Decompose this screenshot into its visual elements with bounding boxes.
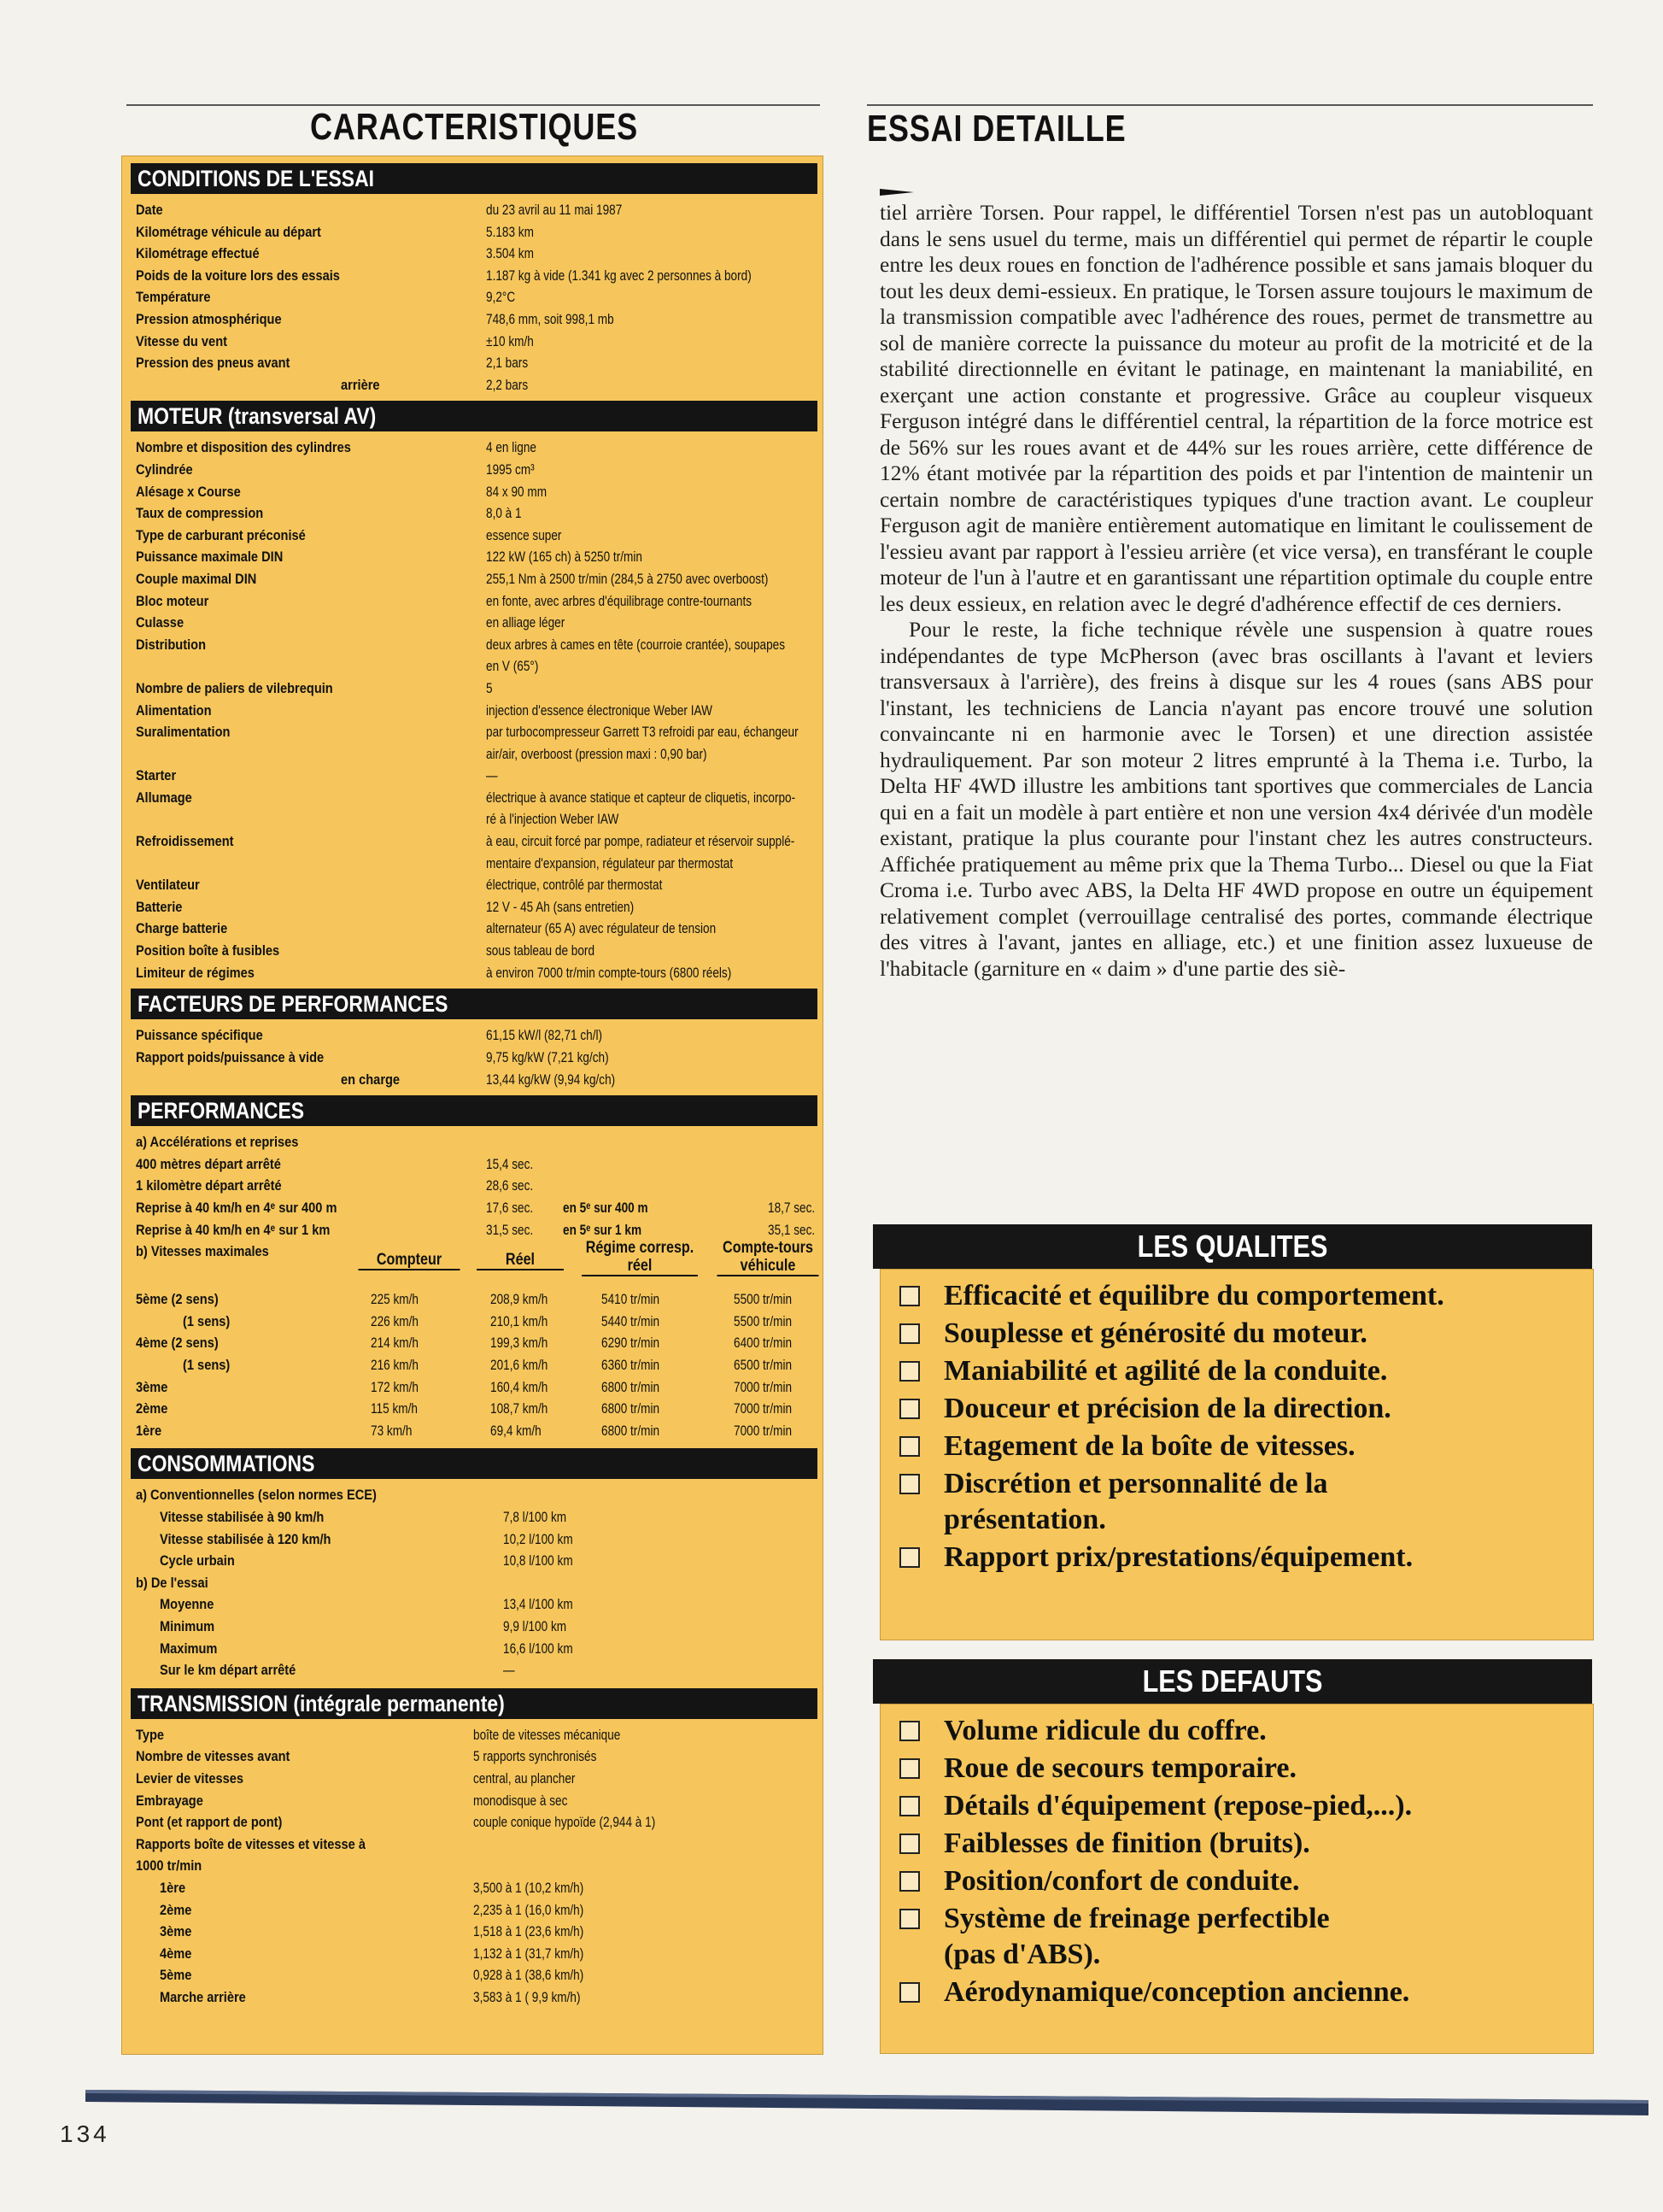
spec-label: Pression atmosphérique	[136, 310, 282, 327]
spec-label: Vitesse stabilisée à 120 km/h	[160, 1530, 331, 1547]
spec-value: 8,0 à 1	[486, 505, 522, 522]
spec-label: Limiteur de régimes	[136, 964, 255, 981]
spec-label: Cylindrée	[136, 461, 193, 478]
consommations-row	[136, 1572, 819, 1594]
moteur-row	[136, 787, 819, 809]
defaut-item-text: Position/confort de conduite.	[944, 1865, 1300, 1897]
spec-value: sous tableau de bord	[486, 942, 595, 959]
conditions-row	[136, 199, 819, 221]
checkbox-icon	[899, 1286, 920, 1306]
spec-label: Moyenne	[160, 1596, 214, 1613]
speed-gear: 4ème (2 sens)	[136, 1335, 219, 1352]
accel-label: Reprise à 40 km/h en 4ᵉ sur 1 km	[136, 1221, 331, 1238]
performances-heading	[131, 1095, 817, 1126]
transmission-row	[136, 1746, 819, 1768]
spec-value: 4 en ligne	[486, 439, 536, 456]
speed-value: 172 km/h	[371, 1378, 419, 1395]
speed-value: 208,9 km/h	[490, 1291, 548, 1308]
spec-label: Marche arrière	[160, 1988, 246, 2005]
qualites-box	[880, 1269, 1594, 1640]
checkbox-icon	[899, 1834, 920, 1854]
moteur-row	[136, 678, 819, 700]
speed-value: 226 km/h	[371, 1312, 419, 1329]
spec-value: 13,44 kg/kW (9,94 kg/ch)	[486, 1071, 616, 1088]
moteur-row	[136, 830, 819, 853]
defaut-item-text: (pas d'ABS).	[944, 1939, 1101, 1970]
spec-label: Nombre et disposition des cylindres	[136, 439, 351, 456]
spec-value: injection d'essence électronique Weber IAW	[486, 701, 712, 719]
qualite-item-text: présentation.	[944, 1504, 1106, 1535]
spec-value: électrique à avance statique et capteur de cliquetis, incorpo-	[486, 789, 796, 806]
qualite-item-text: Efficacité et équilibre du comportement.	[944, 1280, 1444, 1311]
speed-value: 210,1 km/h	[490, 1312, 548, 1329]
speed-value: 108,7 km/h	[490, 1400, 548, 1417]
spec-box	[121, 155, 823, 2055]
moteur-list	[136, 437, 819, 983]
spec-label: Kilométrage véhicule au départ	[136, 223, 321, 240]
defaut-item-text: Volume ridicule du coffre.	[944, 1715, 1267, 1746]
checkbox-icon	[899, 1796, 920, 1816]
spec-value: 61,15 kW/l (82,71 ch/l)	[486, 1027, 603, 1044]
moteur-row	[136, 918, 819, 940]
spec-value: 748,6 mm, soit 998,1 mb	[486, 310, 614, 327]
performances-heading-text: PERFORMANCES	[138, 1098, 305, 1124]
speed-gear: (1 sens)	[183, 1312, 231, 1329]
spec-value: alternateur (65 A) avec régulateur de tension	[486, 920, 717, 937]
speed-value: 5500 tr/min	[734, 1312, 793, 1329]
speed-value: 7000 tr/min	[734, 1422, 793, 1439]
speed-column-header: Compte-tours véhicule	[717, 1239, 819, 1276]
moteur-heading-text: MOTEUR (transversal AV)	[138, 403, 377, 430]
speed-gear: 5ème (2 sens)	[136, 1291, 219, 1308]
transmission-row	[136, 1811, 819, 1834]
spec-label: 1000 tr/min	[136, 1857, 202, 1875]
checkbox-icon	[899, 1547, 920, 1568]
spec-value: 5 rapports synchronisés	[473, 1748, 597, 1765]
spec-label: 1ère	[160, 1879, 186, 1896]
bottom-decorative-band	[85, 2090, 1648, 2115]
spec-label: Kilométrage effectué	[136, 245, 260, 262]
moteur-row	[136, 502, 819, 525]
spec-label: Puissance spécifique	[136, 1027, 263, 1044]
spec-value: 0,928 à 1 (38,6 km/h)	[473, 1967, 584, 1984]
accel-label: 400 mètres départ arrêté	[136, 1155, 281, 1172]
moteur-row	[136, 655, 819, 678]
spec-label: Suralimentation	[136, 724, 231, 741]
transmission-heading	[131, 1688, 817, 1719]
speed-value: 115 km/h	[371, 1400, 418, 1417]
checkbox-icon	[899, 1758, 920, 1779]
spec-label: 2ème	[160, 1901, 192, 1918]
speed-value: 214 km/h	[371, 1335, 419, 1352]
consommations-list	[136, 1484, 819, 1681]
conditions-list	[136, 199, 819, 396]
spec-value: deux arbres à cames en tête (courroie crantée), soupapes	[486, 636, 786, 653]
spec-value: boîte de vitesses mécanique	[473, 1726, 621, 1743]
speed-row	[136, 1288, 819, 1311]
facteurs-heading-text: FACTEURS DE PERFORMANCES	[138, 991, 448, 1018]
transmission-row	[136, 1921, 819, 1943]
spec-value: du 23 avril au 11 mai 1987	[486, 202, 623, 218]
speed-column-header: Réel	[477, 1251, 564, 1270]
spec-label: Rapport poids/puissance à vide	[136, 1048, 325, 1065]
spec-value: 10,2 l/100 km	[503, 1530, 573, 1547]
qualites-heading: LES QUALITES	[873, 1224, 1592, 1269]
consommations-heading-text: CONSOMMATIONS	[138, 1451, 315, 1477]
spec-value: 3,500 à 1 (10,2 km/h)	[473, 1879, 584, 1896]
spec-label: Température	[136, 289, 211, 306]
defaut-item-text: Roue de secours temporaire.	[944, 1752, 1297, 1784]
speed-row	[136, 1332, 819, 1354]
defaut-item-text: Système de freinage perfectible	[944, 1903, 1330, 1934]
transmission-row	[136, 1790, 819, 1812]
spec-label: Position boîte à fusibles	[136, 942, 280, 959]
speed-value: 6500 tr/min	[734, 1357, 793, 1373]
checkbox-icon	[899, 1474, 920, 1494]
spec-label: Charge batterie	[136, 920, 228, 937]
speed-value: 6360 tr/min	[601, 1357, 660, 1373]
spec-value: 9,75 kg/kW (7,21 kg/ch)	[486, 1048, 609, 1065]
spec-label: en charge	[341, 1071, 401, 1088]
speed-row	[136, 1420, 819, 1442]
spec-value: en fonte, avec arbres d'équilibrage contre-tournants	[486, 592, 752, 609]
accel-value-2: 35,1 sec.	[768, 1221, 816, 1238]
speed-value: 201,6 km/h	[490, 1357, 548, 1373]
speed-value: 160,4 km/h	[490, 1378, 548, 1395]
moteur-row	[136, 874, 819, 896]
transmission-row	[136, 1877, 819, 1899]
spec-value: 3.504 km	[486, 245, 534, 262]
qualite-item-text: Etagement de la boîte de vitesses.	[944, 1430, 1356, 1462]
accel-value-2: 18,7 sec.	[768, 1200, 816, 1216]
spec-label: 4ème	[160, 1945, 192, 1962]
conditions-row	[136, 308, 819, 331]
spec-label: Pont (et rapport de pont)	[136, 1814, 283, 1831]
transmission-row	[136, 1943, 819, 1965]
spec-value: 16,6 l/100 km	[503, 1640, 573, 1657]
page-number: 134	[60, 2121, 110, 2147]
spec-label: Refroidissement	[136, 833, 234, 850]
defaut-item-text: Détails d'équipement (repose-pied,...).	[944, 1790, 1413, 1822]
speed-column-header: Régime corresp. réel	[582, 1239, 698, 1276]
spec-label: Bloc moteur	[136, 592, 209, 609]
conditions-heading-text: CONDITIONS DE L'ESSAI	[138, 166, 375, 191]
conditions-row	[136, 331, 819, 353]
speed-row	[136, 1376, 819, 1399]
moteur-row	[136, 546, 819, 568]
speed-value: 7000 tr/min	[734, 1400, 793, 1417]
moteur-row	[136, 743, 819, 766]
spec-value: central, au plancher	[473, 1769, 576, 1787]
consommations-row	[136, 1659, 819, 1681]
defauts-heading: LES DEFAUTS	[873, 1659, 1592, 1704]
spec-value: 13,4 l/100 km	[503, 1596, 573, 1613]
accel-row	[136, 1175, 819, 1197]
moteur-row	[136, 437, 819, 459]
speed-value: 5500 tr/min	[734, 1291, 793, 1308]
accel-label: 1 kilomètre départ arrêté	[136, 1177, 282, 1194]
spec-label: Batterie	[136, 898, 183, 915]
checkbox-icon	[899, 1721, 920, 1741]
consommations-heading	[131, 1448, 817, 1479]
facteurs-heading	[131, 989, 817, 1019]
conditions-row	[136, 243, 819, 265]
spec-value: à environ 7000 tr/min compte-tours (6800 réels)	[486, 964, 732, 981]
moteur-row	[136, 459, 819, 481]
speed-value: 6800 tr/min	[601, 1422, 660, 1439]
spec-value: 12 V - 45 Ah (sans entretien)	[486, 898, 635, 915]
spec-value: mentaire d'expansion, régulateur par thermostat	[486, 854, 734, 871]
spec-label: b) De l'essai	[136, 1574, 208, 1591]
spec-value: 122 kW (165 ch) à 5250 tr/min	[486, 549, 642, 566]
transmission-list	[136, 1724, 819, 2009]
conditions-row	[136, 286, 819, 308]
article-paragraph: Pour le reste, la fiche technique révèle une suspension à quatre roues indépendantes de type McPherson (avec bras oscillants à l'avant et leviers transversaux à l'arrière), des freins à disque sur les 4 roues (sans ABS pour l'instant, les techniciens de Lancia n'ayant pas encore trouvé une solution convaincante ni en harmonie avec le Torsen) et une direction assistée hydrauliquement. Par son moteur 2 litres emprunté à la Thema i.e. Turbo, la Delta HF 4WD illustre les ambitions tant sportives que commerciales de Lancia qui en a fait un modèle à part entière et non une version 4x4 dérivée d'un modèle existant, pratique la plus courante pour l'instant chez les autres constructeurs. Affichée pratiquement au même prix que la Thema Turbo... Diesel ou que la Fiat Croma i.e. Turbo avec ABS, la Delta HF 4WD propose en outre un équipement relativement complet (verrouillage centralisé des portes, commande électrique des vitres à l'avant, jantes en alliage, etc.) et une finition assez luxueuse de l'habitacle (garniture en « daim » d'une partie des siè-	[880, 617, 1593, 981]
spec-label: Puissance maximale DIN	[136, 549, 284, 566]
spec-label: Allumage	[136, 789, 192, 806]
moteur-row	[136, 634, 819, 656]
qualite-item-text: Douceur et précision de la direction.	[944, 1393, 1391, 1424]
checkbox-icon	[899, 1361, 920, 1382]
moteur-row	[136, 896, 819, 918]
facteurs-row	[136, 1047, 819, 1069]
transmission-row	[136, 1724, 819, 1746]
spec-value: par turbocompresseur Garrett T3 refroidi par eau, échangeur	[486, 724, 799, 741]
spec-label: 3ème	[160, 1923, 192, 1940]
spec-value: 7,8 l/100 km	[503, 1508, 567, 1525]
qualite-item-text: Maniabilité et agilité de la conduite.	[944, 1355, 1388, 1387]
accel-value: 31,5 sec.	[486, 1221, 534, 1238]
spec-value: 2,235 à 1 (16,0 km/h)	[473, 1901, 584, 1918]
speed-row	[136, 1311, 819, 1333]
moteur-row	[136, 590, 819, 613]
spec-label: Poids de la voiture lors des essais	[136, 267, 340, 284]
speed-value: 6800 tr/min	[601, 1400, 660, 1417]
spec-label: Levier de vitesses	[136, 1769, 243, 1787]
speed-value: 199,3 km/h	[490, 1335, 548, 1352]
spec-label: Date	[136, 202, 163, 218]
facteurs-row	[136, 1024, 819, 1047]
spec-label: Alésage x Course	[136, 483, 241, 500]
spec-value: couple conique hypoïde (2,944 à 1)	[473, 1814, 656, 1831]
moteur-row	[136, 568, 819, 590]
accel-row	[136, 1197, 819, 1219]
consommations-row	[136, 1638, 819, 1660]
spec-value: 10,8 l/100 km	[503, 1552, 573, 1570]
defaut-item-text: Aérodynamique/conception ancienne.	[944, 1976, 1410, 2008]
speed-value: 6290 tr/min	[601, 1335, 660, 1352]
spec-value: 1.187 kg à vide (1.341 kg avec 2 personnes à bord)	[486, 267, 752, 284]
accel-label: Reprise à 40 km/h en 4ᵉ sur 400 m	[136, 1200, 337, 1216]
qualite-item-text: Discrétion et personnalité de la	[944, 1468, 1328, 1499]
moteur-row	[136, 853, 819, 875]
spec-label: Culasse	[136, 614, 184, 631]
spec-value: 3,583 à 1 ( 9,9 km/h)	[473, 1988, 581, 2005]
spec-value: ±10 km/h	[486, 332, 534, 349]
spec-label: Nombre de vitesses avant	[136, 1748, 290, 1765]
speed-column-header: Compteur	[359, 1251, 460, 1270]
speed-row	[136, 1354, 819, 1376]
defauts-box	[880, 1704, 1594, 2054]
accel-row	[136, 1219, 819, 1241]
transmission-heading-text: TRANSMISSION (intégrale permanente)	[138, 1690, 505, 1716]
spec-label: Maximum	[160, 1640, 218, 1657]
consommations-row	[136, 1528, 819, 1551]
spec-label: 5ème	[160, 1967, 192, 1984]
spec-value: 5.183 km	[486, 223, 534, 240]
moteur-row	[136, 940, 819, 962]
defaut-item-text: Faiblesses de finition (bruits).	[944, 1828, 1310, 1859]
speed-value: 5440 tr/min	[601, 1312, 660, 1329]
article-body	[880, 200, 1593, 982]
spec-value: 5	[486, 679, 493, 696]
accel-label-2: en 5ᵉ sur 1 km	[563, 1221, 642, 1238]
spec-value: en V (65°)	[486, 658, 539, 675]
moteur-row	[136, 808, 819, 830]
spec-label: Taux de compression	[136, 505, 264, 522]
accel-value: 15,4 sec.	[486, 1155, 534, 1172]
spec-value: air/air, overboost (pression maxi : 0,90 bar)	[486, 745, 707, 762]
spec-label: Cycle urbain	[160, 1552, 235, 1570]
speed-value: 6400 tr/min	[734, 1335, 793, 1352]
conditions-row	[136, 265, 819, 287]
transmission-row	[136, 1986, 819, 2009]
spec-label: Nombre de paliers de vilebrequin	[136, 679, 333, 696]
speed-gear: (1 sens)	[183, 1357, 231, 1373]
checkbox-icon	[899, 1909, 920, 1929]
spec-value: 255,1 Nm à 2500 tr/min (284,5 à 2750 avec overboost)	[486, 570, 769, 587]
transmission-row	[136, 1834, 819, 1856]
checkbox-icon	[899, 1436, 920, 1457]
left-title: CARACTERISTIQUES	[310, 106, 638, 148]
transmission-row	[136, 1768, 819, 1790]
accel-value: 17,6 sec.	[486, 1200, 534, 1216]
spec-value: essence super	[486, 526, 562, 543]
spec-value: ré à l'injection Weber IAW	[486, 811, 619, 828]
speed-row	[136, 1398, 819, 1420]
spec-label: arrière	[341, 376, 380, 393]
spec-label: Vitesse du vent	[136, 332, 227, 349]
moteur-row	[136, 525, 819, 547]
spec-value: —	[486, 767, 498, 784]
speed-gear: 2ème	[136, 1400, 168, 1417]
conditions-row	[136, 374, 819, 396]
qualite-item-text: Souplesse et générosité du moteur.	[944, 1317, 1367, 1349]
speed-value: 73 km/h	[371, 1422, 413, 1439]
moteur-row	[136, 962, 819, 984]
spec-label: Ventilateur	[136, 877, 200, 894]
spec-label: Rapports boîte de vitesses et vitesse à	[136, 1835, 366, 1852]
spec-value: 9,2°C	[486, 289, 516, 306]
speed-title-text: b) Vitesses maximales	[136, 1243, 269, 1260]
checkbox-icon	[899, 1871, 920, 1892]
spec-label: Couple maximal DIN	[136, 570, 257, 587]
checkbox-icon	[899, 1982, 920, 2003]
checkbox-icon	[899, 1399, 920, 1419]
spec-label: Alimentation	[136, 701, 212, 719]
moteur-row	[136, 612, 819, 634]
checkbox-icon	[899, 1323, 920, 1344]
spec-value: 1,518 à 1 (23,6 km/h)	[473, 1923, 584, 1940]
spec-label: Minimum	[160, 1617, 215, 1634]
consommations-row	[136, 1550, 819, 1572]
speed-value: 7000 tr/min	[734, 1378, 793, 1395]
conditions-row	[136, 221, 819, 243]
transmission-row	[136, 1855, 819, 1877]
spec-value: 1,132 à 1 (31,7 km/h)	[473, 1945, 584, 1962]
spec-label: Distribution	[136, 636, 207, 653]
spec-value: électrique, contrôlé par thermostat	[486, 877, 663, 894]
qualite-item-text: Rapport prix/prestations/équipement.	[944, 1541, 1414, 1573]
moteur-row	[136, 700, 819, 722]
spec-value: 9,9 l/100 km	[503, 1617, 567, 1634]
consommations-row	[136, 1506, 819, 1528]
right-title: ESSAI DETAILLE	[867, 108, 1127, 150]
spec-value: 2,2 bars	[486, 376, 529, 393]
speed-value: 216 km/h	[371, 1357, 419, 1373]
moteur-heading	[131, 401, 817, 431]
facteurs-row	[136, 1069, 819, 1091]
spec-label: Sur le km départ arrêté	[160, 1662, 296, 1679]
spec-label: a) Conventionnelles (selon normes ECE)	[136, 1487, 377, 1504]
spec-value: à eau, circuit forcé par pompe, radiateur et réservoir supplé-	[486, 833, 795, 850]
spec-label: Vitesse stabilisée à 90 km/h	[160, 1508, 325, 1525]
transmission-row	[136, 1899, 819, 1922]
spec-label: Pression des pneus avant	[136, 355, 290, 372]
moteur-row	[136, 481, 819, 503]
spec-value: 2,1 bars	[486, 355, 529, 372]
consommations-row	[136, 1593, 819, 1616]
continuation-arrow-icon	[880, 188, 914, 197]
speed-value: 6800 tr/min	[601, 1378, 660, 1395]
accel-label-2: en 5ᵉ sur 400 m	[563, 1200, 648, 1216]
article-paragraph: tiel arrière Torsen. Pour rappel, le différentiel Torsen n'est pas un autobloquant dans le sens usuel du terme, mais un différentiel qui permet de répartir le couple entre les deux roues en fonction de l'adhérence possible et sans jamais bloquer du tout les deux demi-essieux. En pratique, le Torsen assure toujours le maximum de la transmission compatible avec l'adhérence des roues, permet de transmettre au sol de manière correcte la puissance du moteur au profit de la motricité et de la stabilité directionnelle en évitant le patinage, en maintenant la maniabilité, en exerçant une action constante et progressive. Grâce au coupleur visqueux Ferguson intégré dans le différentiel central, la répartition de la force motrice est de 56% sur les roues avant et de 44% sur les roues arrière, cette différence de 12% étant motivée par la répartition des poids et par l'intention de maintenir un certain nombre de caractéristiques typiques d'une traction avant. Le coupleur Ferguson agit de manière entièrement automatique en limitant le coulissement de l'essieu avant par rapport à l'essieu arrière (et vice versa), en transférant le couple moteur de l'un à l'autre et en garantissant une répartition optimale du couple entre les deux essieux, en relation avec le degré d'adhérence effectif de ces derniers.	[880, 200, 1593, 616]
spec-label: Embrayage	[136, 1792, 203, 1809]
consommations-row	[136, 1484, 819, 1506]
spec-label: Type de carburant préconisé	[136, 526, 306, 543]
speed-gear: 3ème	[136, 1378, 168, 1395]
speed-value: 69,4 km/h	[490, 1422, 542, 1439]
spec-label: Type	[136, 1726, 165, 1743]
accel-title-text: a) Accélérations et reprises	[136, 1134, 299, 1151]
accel-title	[136, 1131, 819, 1153]
conditions-row	[136, 352, 819, 374]
accel-value: 28,6 sec.	[486, 1177, 534, 1194]
spec-value: 84 x 90 mm	[486, 483, 548, 500]
moteur-row	[136, 721, 819, 743]
consommations-row	[136, 1616, 819, 1638]
speed-value: 225 km/h	[371, 1291, 419, 1308]
speed-gear: 1ère	[136, 1422, 162, 1439]
accel-row	[136, 1153, 819, 1176]
spec-value: 1995 cm³	[486, 461, 535, 478]
spec-value: en alliage léger	[486, 614, 565, 631]
top-rule-right	[867, 104, 1593, 106]
conditions-heading	[131, 163, 817, 194]
moteur-row	[136, 765, 819, 787]
spec-value: —	[503, 1662, 515, 1679]
facteurs-list	[136, 1024, 819, 1090]
spec-label: Starter	[136, 767, 177, 784]
transmission-row	[136, 1964, 819, 1986]
spec-value: monodisque à sec	[473, 1792, 568, 1809]
speed-value: 5410 tr/min	[601, 1291, 660, 1308]
